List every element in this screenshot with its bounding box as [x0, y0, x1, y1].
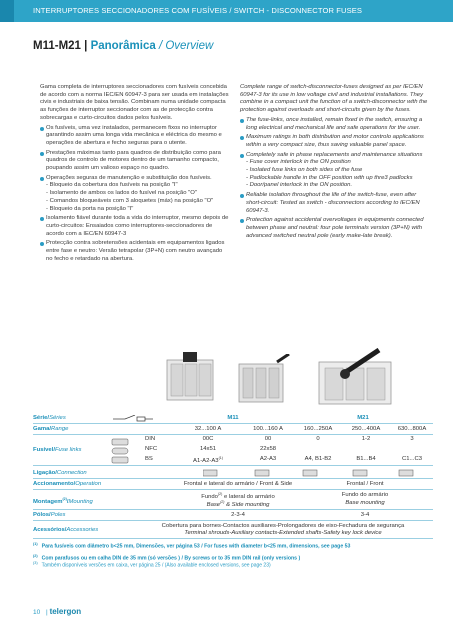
title-slash: /: [155, 40, 166, 52]
gama-cell: 630...800A: [397, 426, 427, 432]
gama-cell: 32...100 A: [194, 426, 222, 432]
fuse-icons: [111, 438, 129, 464]
subitem-pt: - Bloqueio da cobertura dos fusíveis na posição "I": [46, 182, 178, 189]
gama-cell: 250...400A: [351, 426, 381, 432]
mounting-label: Montagem$^{(2)}$/Mounting: [33, 497, 93, 505]
bs-cell: A1-A2-A3$^{(1)}$: [193, 456, 223, 464]
fusivel-label: Fusível/Fuse links: [33, 447, 82, 453]
din-cell: 00C: [202, 436, 214, 442]
ligacao-label: Ligação/Connection: [33, 470, 87, 476]
page-footer: 10 | telergon: [33, 607, 82, 616]
footnote-2: $^{(2)}$ Com parafusos ou em calha DIN de 35 mm (só versões ) / By screws or to 35 mm DIN rail (only versions ): [33, 553, 301, 562]
header-bar: [0, 0, 453, 22]
bs-cell: A4, B1-B2: [304, 456, 332, 462]
table-row-operation: [33, 479, 433, 490]
bullet-en: Maximum ratings in both distribution and motor controlo applications within a very compact size, thus saving valuable panel space.: [240, 134, 430, 149]
bullet-en: Protection against accidental overvoltages in equipments connected between phase and neutral: four pole terminals version (3P+N) with advanced switched neutral pole (early make-late break).: [240, 217, 430, 240]
din-cell: 00: [264, 436, 272, 442]
footnote-1: $^{(1)}$ Para fusíveis com diâmetro b<25 mm, Dimensões, ver página 53 / For fuses with diameter b<25 mm, dimensions, see page 53: [33, 542, 351, 550]
bullet-pt: Protecção contra sobretensões acidentais em equipamentos ligados entre fase e neutro: Versão tetrapolar (3P+N) com neutro avançado no fecho e retardado na abertura.: [40, 240, 230, 263]
footnote-3: $^{(3)}$ Também disponíveis versões em caixa, ver página 25 / (Also available enclosed versions, see page 23): [33, 561, 271, 569]
header-tab: [0, 0, 14, 22]
din-cell: 0: [316, 436, 320, 442]
footnotes: [33, 540, 433, 563]
product-photos: [155, 348, 405, 408]
switch-fuse-small-image: [165, 352, 215, 406]
bullet-pt: Os fusíveis, uma vez instalados, permanecem fixos no interruptor garantindo assim uma longa vida mecânica e eléctrica do mesmo e operações de abertura e fecho seguras para o utente.: [40, 125, 230, 148]
poles-m21: 3-4: [360, 512, 370, 518]
intro-en: Complete range of switch-disconnector-fuses designed as per IEC/EN 60947-3 for its use in low voltage civil and industrial installations. They combine in a compact unit the function of a switch-disconnector with the protection against overloads and short-circuits given by the fuses.: [240, 84, 428, 114]
bullet-pt: Prestações máximas tanto para quadros de distribuição como para quadros de controlo de motores dentro de um tamanho compacto, poupando assim um valioso espaço no quadro.: [40, 150, 230, 173]
page-number: 10: [33, 609, 41, 616]
title-separator: |: [84, 40, 88, 52]
bullet-pt: Isolamento fiável durante toda a vida do interruptor, mesmo depois de curto-circuitos: Ensaiados como interruptores-seccionadores de acordo com a IEC/EN 60947-3: [40, 215, 230, 238]
brand-logo: telergon: [49, 607, 82, 616]
title-en: Overview: [165, 40, 214, 52]
table-row-mounting: [33, 490, 433, 510]
title-code: M11-M21: [33, 40, 81, 52]
bs-cell: A2-A3: [259, 456, 277, 462]
switch-fuse-medium-image: [237, 354, 291, 406]
subitem-en: - Door/panel interlock in the ON position.: [246, 182, 353, 189]
page-title: [33, 40, 213, 52]
gama-cell: 100...160 A: [253, 426, 283, 432]
m11-header: M11: [227, 415, 239, 421]
accessories-en: Terminal shrouds-Auxiliary contacts-Extended shafts-Safety key lock device: [184, 530, 382, 536]
mounting-m21-pt: Fundo do armário: [341, 492, 389, 498]
operation-m21: Frontal / Front: [346, 481, 384, 487]
poles-m11: 2-3-4: [231, 512, 245, 518]
poles-label: Pólos/Poles: [33, 512, 66, 518]
din-label: DIN: [145, 436, 156, 442]
subitem-en: - Isolated fuse links on both sides of the fuse: [246, 167, 363, 174]
table-row-serie: [33, 413, 433, 424]
operation-m11: Frontal e lateral do armário / Front & Side: [183, 481, 293, 487]
description-en: [240, 84, 430, 242]
nfc-cell: 22x58: [259, 446, 277, 452]
table-row-fusivel: [33, 435, 433, 466]
bullet-en: Reliable isolation throughout the life of the switch-fuse, even after short-circuit: Tested as switch - disconnectors according to IEC/EN 60947-3.: [240, 192, 430, 215]
din-cell: 3: [410, 436, 414, 442]
bullet-pt: Operações seguras de manutenção e substituição dos fusíveis.: [40, 175, 230, 183]
table-row-accessories: [33, 521, 433, 539]
din-cell: 1-2: [361, 436, 371, 442]
gama-cell: 160...250A: [303, 426, 333, 432]
description-pt: [40, 84, 230, 265]
gama-label: Gama/Range: [33, 426, 69, 432]
accessories-label: Acessórios/Accessories: [33, 527, 99, 533]
header-title: INTERRUPTORES SECCIONADORES COM FUSÍVEIS / SWITCH - DISCONNECTOR FUSES: [33, 6, 363, 15]
table-row-gama: [33, 424, 433, 435]
subitem-pt: - Comandos bloqueáveis com 3 aloquetes (máx) na posição "O": [46, 197, 214, 204]
subitem-en: - Fuse cover interlock in the ON position: [246, 159, 351, 166]
bullet-en: The fuse-links, once installed, remain fixed in the switch, ensuring a long electrical and mechanical life and safe operations for the user.: [240, 117, 430, 132]
title-pt: Panorâmica: [90, 40, 156, 52]
accessories-pt: Cobertura para bornes-Contactos auxiliares-Prolongadores de eixo-Fechadura de segurança: [161, 523, 405, 529]
bs-label: BS: [145, 456, 153, 462]
operation-label: Accionamento/Operation: [33, 481, 102, 487]
switch-fuse-large-image: [315, 348, 399, 408]
mounting-m11-en: Base$^{(2)}$ & Side mounting: [206, 500, 270, 508]
mounting-m21-en: Base mounting: [345, 500, 385, 506]
switch-symbol-icon: [113, 415, 153, 423]
connection-icons: [203, 468, 423, 478]
nfc-cell: 14x51: [199, 446, 217, 452]
subitem-pt: - Isolamento de ambos os lados do fusível na posição "O": [46, 190, 197, 197]
mounting-m11-pt: Fundo$^{(2)}$ e lateral do armário: [201, 492, 275, 500]
bullet-en: Completely safe in phase replacements and maintenance situations: [240, 152, 430, 160]
bs-cell: B1...B4: [356, 456, 376, 462]
subitem-pt: - Bloqueio da porta na posição "I": [46, 205, 134, 212]
serie-label: Série/Séries: [33, 415, 66, 421]
nfc-label: NFC: [145, 446, 158, 452]
intro-pt: Gama completa de interruptores seccionadores com fusíveis concebida de acordo com a norma IEC/EN 60947-3 para ser usada em instalações civis e industriais de baixa tensão. Combinam numa unidade compacta as funções de interruptor seccionador com as de protecção contra sobrecargas e curto-circuitos dados pelos fusíveis.: [40, 84, 229, 121]
subitem-en: - Padlockable handle in the OFF position with up thre3 padlocks: [246, 174, 413, 181]
bs-cell: C1...C3: [402, 456, 422, 462]
table-row-poles: [33, 510, 433, 521]
table-row-ligacao: [33, 466, 433, 479]
m21-header: M21: [357, 415, 369, 421]
